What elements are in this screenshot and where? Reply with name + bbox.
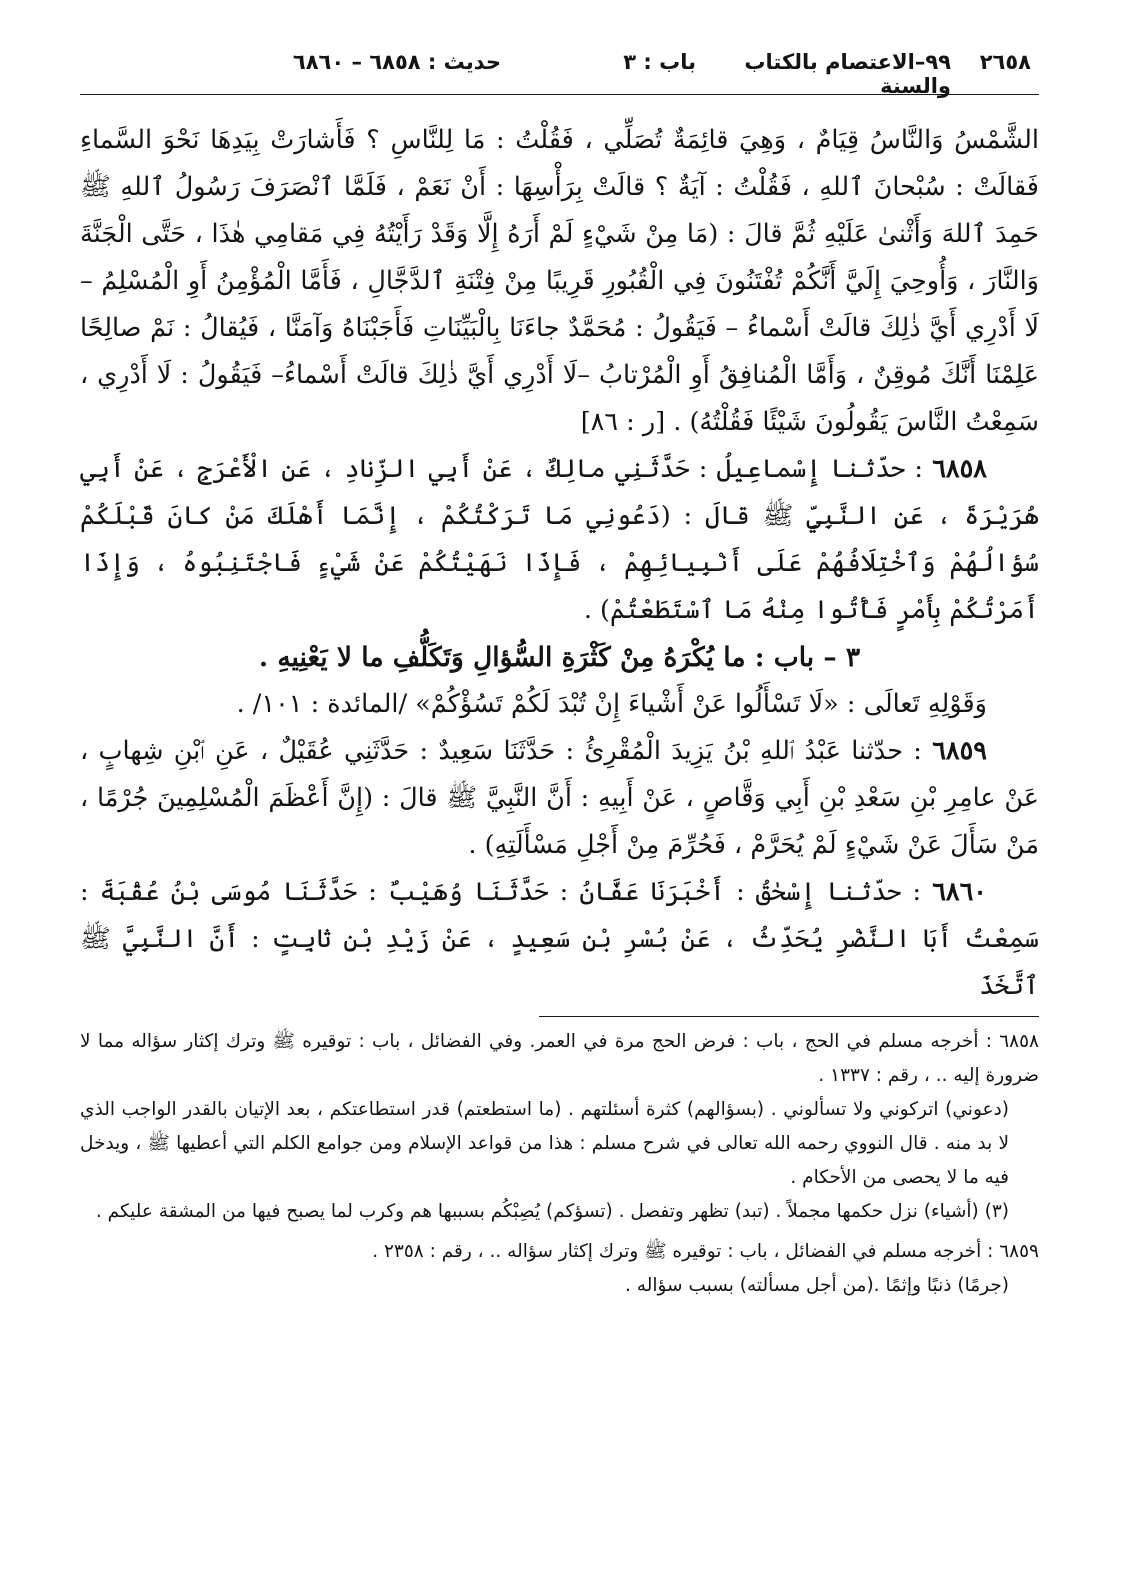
note-glossary-chapter-3: (٣) (أشياء) نزل حكمها مجملاً . (تبد) تظهر وتفصل . (تسؤكم) يُصِبْكُم بسببها هم وكرب لما يصبح فيها من المشقة عليكم . <box>95 1201 1009 1222</box>
note-6859 <box>80 1235 1039 1303</box>
note-source: ٦٨٥٩ : أخرجه مسلم في الفضائل ، باب : توقيره ﷺ وترك إكثار سؤاله .. ، رقم : ٢٣٥٨ . <box>372 1241 1039 1262</box>
hadith-text: : حدّثنا إِسْماعِيلُ : حَدَّثَنِي مالِكٌ ، عَنْ أَبِي الزِّنادِ ، عَنِ الْأَعْرَجِ ، عَنْ أَبِي هُرَيْرَةَ ، عَنِ النَّبِيِّ ﷺ قالَ : (دَعُونِي مَا تَرَكْتُكُمْ ، إِنَّمَا أَهْلَكَ مَنْ كانَ قَبْلَكُمْ سُؤالُهُمْ وَٱخْتِلَافُهُمْ عَلَى أَنْبِيائِهِمْ ، فَإِذَا نَهَيْتُكُمْ عَنْ شَيْءٍ فَاجْتَنِبُوهُ ، وَإِذَا أَمَرْتُكُمْ بِأَمْرٍ فَأْتُوا مِنْهُ مَا ٱسْتَطَعْتُمْ) . <box>80 454 1039 625</box>
hadith-text: : حدّثنا إِسْحٰقُ : أَخْبَرَنَا عَفَّانُ : حَدَّثَنَا وُهَيْبٌ : حَدَّثَنَا مُوسَى بْنُ عُقْبَةَ : سَمِعْتُ أَبَا النَّضْرِ يُحَدِّثُ ، عَنْ بُسْرِ بْنِ سَعِيدٍ ، عَنْ زَيْدِ بْنِ ثابِتٍ : أَنَّ النَّبِيَّ ﷺ ٱتَّخَذَ <box>80 877 1039 1001</box>
hadith-number: ٦٨٥٨ <box>932 454 987 484</box>
hadith-6859 <box>80 728 1039 869</box>
hadith-number: ٦٨٥٩ <box>932 736 987 766</box>
footnotes <box>80 1025 1039 1303</box>
page-number: ٢٦٥٨ <box>979 50 1031 74</box>
chapter-heading: ٣ – باب : ما يُكْرَهُ مِنْ كَثْرَةِ السُّؤالِ وَتَكَلُّفِ ما لا يَعْنِيهِ . <box>258 642 861 673</box>
hadith-6858 <box>80 446 1039 634</box>
hadith-text: : حدّثنا عَبْدُ ٱللهِ بْنُ يَزِيدَ الْمُقْرِئُ : حَدَّثَنَا سَعِيدٌ : حَدَّثَنِي عُقَيْلٌ ، عَنِ ٱبْنِ شِهابٍ ، عَنْ عامِرِ بْنِ سَعْدِ بْنِ أَبِي وَقَّاصٍ ، عَنْ أَبِيهِ : أَنَّ النَّبِيَّ ﷺ قالَ : (إِنَّ أَعْظَمَ الْمُسْلِمِينَ جُرْمًا ، مَنْ سَأَلَ عَنْ شَيْءٍ لَمْ يُحَرَّمْ ، فَحُرِّمَ مِنْ أَجْلِ مَسْأَلَتِهِ) . <box>80 736 1039 860</box>
hadith-range: حديث : ٦٨٥٨ – ٦٨٦٠ <box>292 50 501 74</box>
note-6858 <box>80 1025 1039 1229</box>
main-text <box>80 117 1039 1010</box>
book-title: ٩٩–الاعتصام بالكتاب والسنة <box>744 50 951 98</box>
note-glossary: (جرمًا) ذنبًا وإثمًا .(من أجل مسألته) بسبب سؤاله . <box>625 1275 1009 1296</box>
book-page <box>80 50 1039 1547</box>
chapter-label: باب : ٣ <box>623 50 696 74</box>
note-glossary: (دعوني) اتركوني ولا تسألوني . (بسؤالهم) كثرة أسئلتهم . (ما استطعتم) قدر استطاعتكم ، بعد الإتيان بالقدر الواجب الذي لا بد منه . قال النووي رحمه الله تعالى في شرح مسلم : هذا من قواعد الإسلام ومن جوامع الكلم التي أعطيها ﷺ ، ويدخل فيه ما لا يحصى من الأحكام . <box>80 1099 1009 1188</box>
note-source: ٦٨٥٨ : أخرجه مسلم في الحج ، باب : فرض الحج مرة في العمر. وفي الفضائل ، باب : توقيره ﷺ وترك إكثار سؤاله مما لا ضرورة إليه .. ، رقم : ١٣٣٧ . <box>80 1031 1039 1086</box>
footnote-rule <box>539 1016 1039 1017</box>
running-header <box>80 50 1039 98</box>
paragraph-continuation: الشَّمْسُ وَالنَّاسُ قِيَامٌ ، وَهِيَ قائِمَةٌ تُصَلِّي ، فَقُلْتُ : مَا لِلنَّاسِ ؟ فَأَشارَتْ بِيَدِهَا نَحْوَ السَّماءِ فَقالَتْ : سُبْحانَ ٱللهِ ، فَقُلْتُ : آيَةٌ ؟ قالَتْ بِرَأْسِهَا : أَنْ نَعَمْ ، فَلَمَّا ٱنْصَرَفَ رَسُولُ ٱللهِ ﷺ حَمِدَ ٱللهَ وَأَثْنىٰ عَلَيْهِ ثُمَّ قالَ : (مَا مِنْ شَيْءٍ لَمْ أَرَهُ إِلَّا وَقَدْ رَأَيْتُهُ فِي مَقامِي هٰذَا ، حَتَّى الْجَنَّةَ وَالنَّارَ ، وَأُوحِيَ إِلَيَّ أَنَّكُمْ تُفْتَنُونَ فِي الْقُبُورِ قَرِيبًا مِنْ فِتْنَةِ ٱلدَّجَّالِ ، فَأَمَّا الْمُؤْمِنُ أَوِ الْمُسْلِمُ – لَا أَدْرِي أَيَّ ذٰلِكَ قالَتْ أَسْماءُ – فَيَقُولُ : مُحَمَّدٌ جاءَنَا بِالْبَيِّنَاتِ فَأَجَبْنَاهُ وَآمَنَّا ، فَيُقالُ : نَمْ صالِحًا عَلِمْنَا أَنَّكَ مُوقِنٌ ، وَأَمَّا الْمُنافِقُ أَوِ الْمُرْتابُ –لَا أَدْرِي أَيَّ ذٰلِكَ قالَتْ أَسْماءُ– فَيَقُولُ : لَا أَدْرِي ، سَمِعْتُ النَّاسَ يَقُولُونَ شَيْئًا فَقُلْتُهُ) . [ر : ٨٦] <box>80 125 1039 437</box>
hadith-number: ٦٨٦٠ <box>932 877 987 907</box>
hadith-6860 <box>80 869 1039 1010</box>
quran-verse: وَقَوْلِهِ تَعالَى : «لَا تَسْأَلُوا عَنْ أَشْياءَ إِنْ تُبْدَ لَكُمْ تَسُؤْكُمْ» /المائدة : ١٠١/ . <box>236 689 987 719</box>
